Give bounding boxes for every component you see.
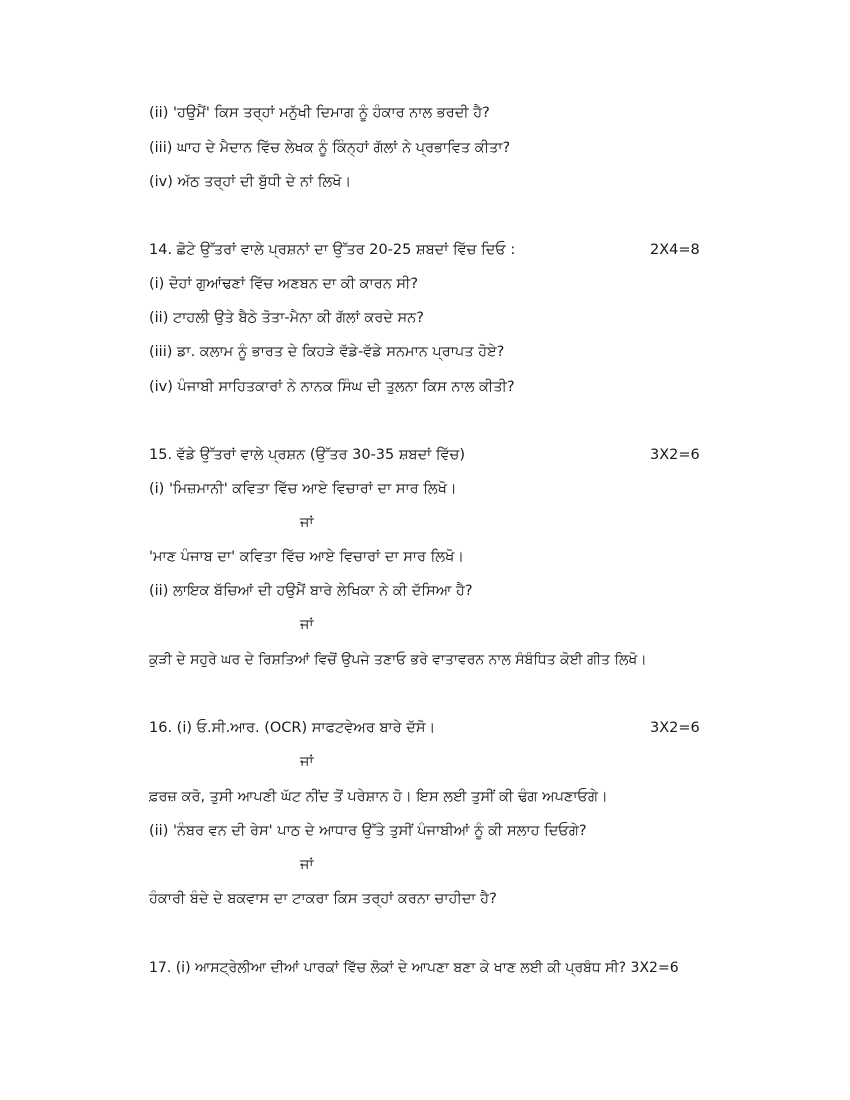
question-17-heading: 17. (i) ਆਸਟ੍ਰੇਲੀਆ ਦੀਆਂ ਪਾਰਕਾਂ ਵਿੱਚ ਲੋਕਾਂ ਦੇ ਆਪਣਾ ਬਣਾ ਕੇ ਖਾਣ ਲਈ ਕੀ ਪ੍ਰਬੰਧ ਸੀ? 3X2=6	[149, 960, 679, 976]
or-separator: ਜਾਂ	[300, 515, 314, 531]
question-16-marks: 3X2=6	[650, 720, 700, 736]
question-16-item-i-alt: ਫ਼ਰਜ਼ ਕਰੋ, ਤੁਸੀ ਆਪਣੀ ਘੱਟ ਨੀਂਦ ਤੋਂ ਪਰੇਸ਼ਾਨ ਹੋ। ਇਸ ਲਈ ਤੁਸੀਂ ਕੀ ਢੰਗ ਅਪਣਾਓਗੇ।	[149, 789, 608, 805]
question-16-item-ii-alt: ਹੰਕਾਰੀ ਬੰਦੇ ਦੇ ਬਕਵਾਸ ਦਾ ਟਾਕਰਾ ਕਿਸ ਤਰ੍ਹਾਂ ਕਰਨਾ ਚਾਹੀਦਾ ਹੈ?	[149, 891, 497, 907]
question-15-heading: 15. ਵੱਡੇ ਉੱਤਰਾਂ ਵਾਲੇ ਪ੍ਰਸ਼ਨ (ਉੱਤਰ 30-35 ਸ਼ਬਦਾਂ ਵਿੱਚ)	[149, 447, 466, 463]
question-15-item-i-alt: 'ਮਾਣ ਪੰਜਾਬ ਦਾ' ਕਵਿਤਾ ਵਿੱਚ ਆਏ ਵਿਚਾਰਾਂ ਦਾ ਸਾਰ ਲਿਖੋ।	[149, 549, 465, 565]
or-separator: ਜਾਂ	[300, 617, 314, 633]
or-separator: ਜਾਂ	[300, 754, 314, 770]
question-16-heading: 16. (i) ਓ.ਸੀ.ਆਰ. (OCR) ਸਾਫਟਵੇਅਰ ਬਾਰੇ ਦੱਸੋ।	[149, 720, 436, 736]
question-14-marks: 2X4=8	[650, 242, 700, 258]
question-13-item-iii: (iii) ਘਾਹ ਦੇ ਮੈਦਾਨ ਵਿੱਚ ਲੇਖਕ ਨੂੰ ਕਿੰਨ੍ਹਾਂ ਗੱਲਾਂ ਨੇ ਪ੍ਰਭਾਵਿਤ ਕੀਤਾ?	[149, 140, 511, 156]
question-14-item-ii: (ii) ਟਾਹਲੀ ਉਤੇ ਬੈਠੇ ਤੋਤਾ-ਮੈਨਾ ਕੀ ਗੱਲਾਂ ਕਰਦੇ ਸਨ?	[149, 310, 424, 326]
question-15-item-i: (i) 'ਮਿਜ਼ਮਾਨੀ' ਕਵਿਤਾ ਵਿੱਚ ਆਏ ਵਿਚਾਰਾਂ ਦਾ ਸਾਰ ਲਿਖੋ।	[149, 481, 457, 497]
question-13-item-iv: (iv) ਅੱਠ ਤਰ੍ਹਾਂ ਦੀ ਬੁੱਧੀ ਦੇ ਨਾਂ ਲਿਖੋ।	[149, 174, 352, 190]
question-15-item-ii-alt: ਕੁੜੀ ਦੇ ਸਹੁਰੇ ਘਰ ਦੇ ਰਿਸ਼ਤਿਆਂ ਵਿਚੋਂ ਉਪਜੇ ਤਣਾਓ ਭਰੇ ਵਾਤਾਵਰਨ ਨਾਲ ਸੰਬੰਧਿਤ ਕੋਈ ਗੀਤ ਲਿਖੋ।	[149, 652, 647, 668]
question-14-item-iii: (iii) ਡਾ. ਕਲਾਮ ਨੂੰ ਭਾਰਤ ਦੇ ਕਿਹੜੇ ਵੱਡੇ-ਵੱਡੇ ਸਨਮਾਨ ਪ੍ਰਾਪਤ ਹੋਏ?	[149, 344, 505, 360]
question-14-item-iv: (iv) ਪੰਜਾਬੀ ਸਾਹਿਤਕਾਰਾਂ ਨੇ ਨਾਨਕ ਸਿੰਘ ਦੀ ਤੁਲਨਾ ਕਿਸ ਨਾਲ ਕੀਤੀ?	[149, 379, 515, 395]
question-15-marks: 3X2=6	[650, 447, 700, 463]
question-15-item-ii: (ii) ਲਾਇਕ ਬੱਚਿਆਂ ਦੀ ਹਉਮੈਂ ਬਾਰੇ ਲੇਖਿਕਾ ਨੇ ਕੀ ਦੱਸਿਆ ਹੈ?	[149, 583, 473, 599]
question-14-item-i: (i) ਦੋਹਾਂ ਗੁਆਂਢਣਾਂ ਵਿੱਚ ਅਣਬਨ ਦਾ ਕੀ ਕਾਰਨ ਸੀ?	[149, 276, 419, 292]
or-separator: ਜਾਂ	[300, 857, 314, 873]
question-13-item-ii: (ii) 'ਹਉਮੈਂ' ਕਿਸ ਤਰ੍ਹਾਂ ਮਨੁੱਖੀ ਦਿਮਾਗ ਨੂੰ ਹੰਕਾਰ ਨਾਲ ਭਰਦੀ ਹੈ?	[149, 105, 490, 121]
question-16-item-ii: (ii) 'ਨੰਬਰ ਵਨ ਦੀ ਰੇਸ' ਪਾਠ ਦੇ ਆਧਾਰ ਉੱਤੇ ਤੁਸੀਂ ਪੰਜਾਬੀਆਂ ਨੂੰ ਕੀ ਸਲਾਹ ਦਿਓਗੇ?	[149, 823, 587, 839]
question-14-heading: 14. ਛੋਟੇ ਉੱਤਰਾਂ ਵਾਲੇ ਪ੍ਰਸ਼ਨਾਂ ਦਾ ਉੱਤਰ 20-25 ਸ਼ਬਦਾਂ ਵਿੱਚ ਦਿਓ :	[149, 242, 516, 258]
